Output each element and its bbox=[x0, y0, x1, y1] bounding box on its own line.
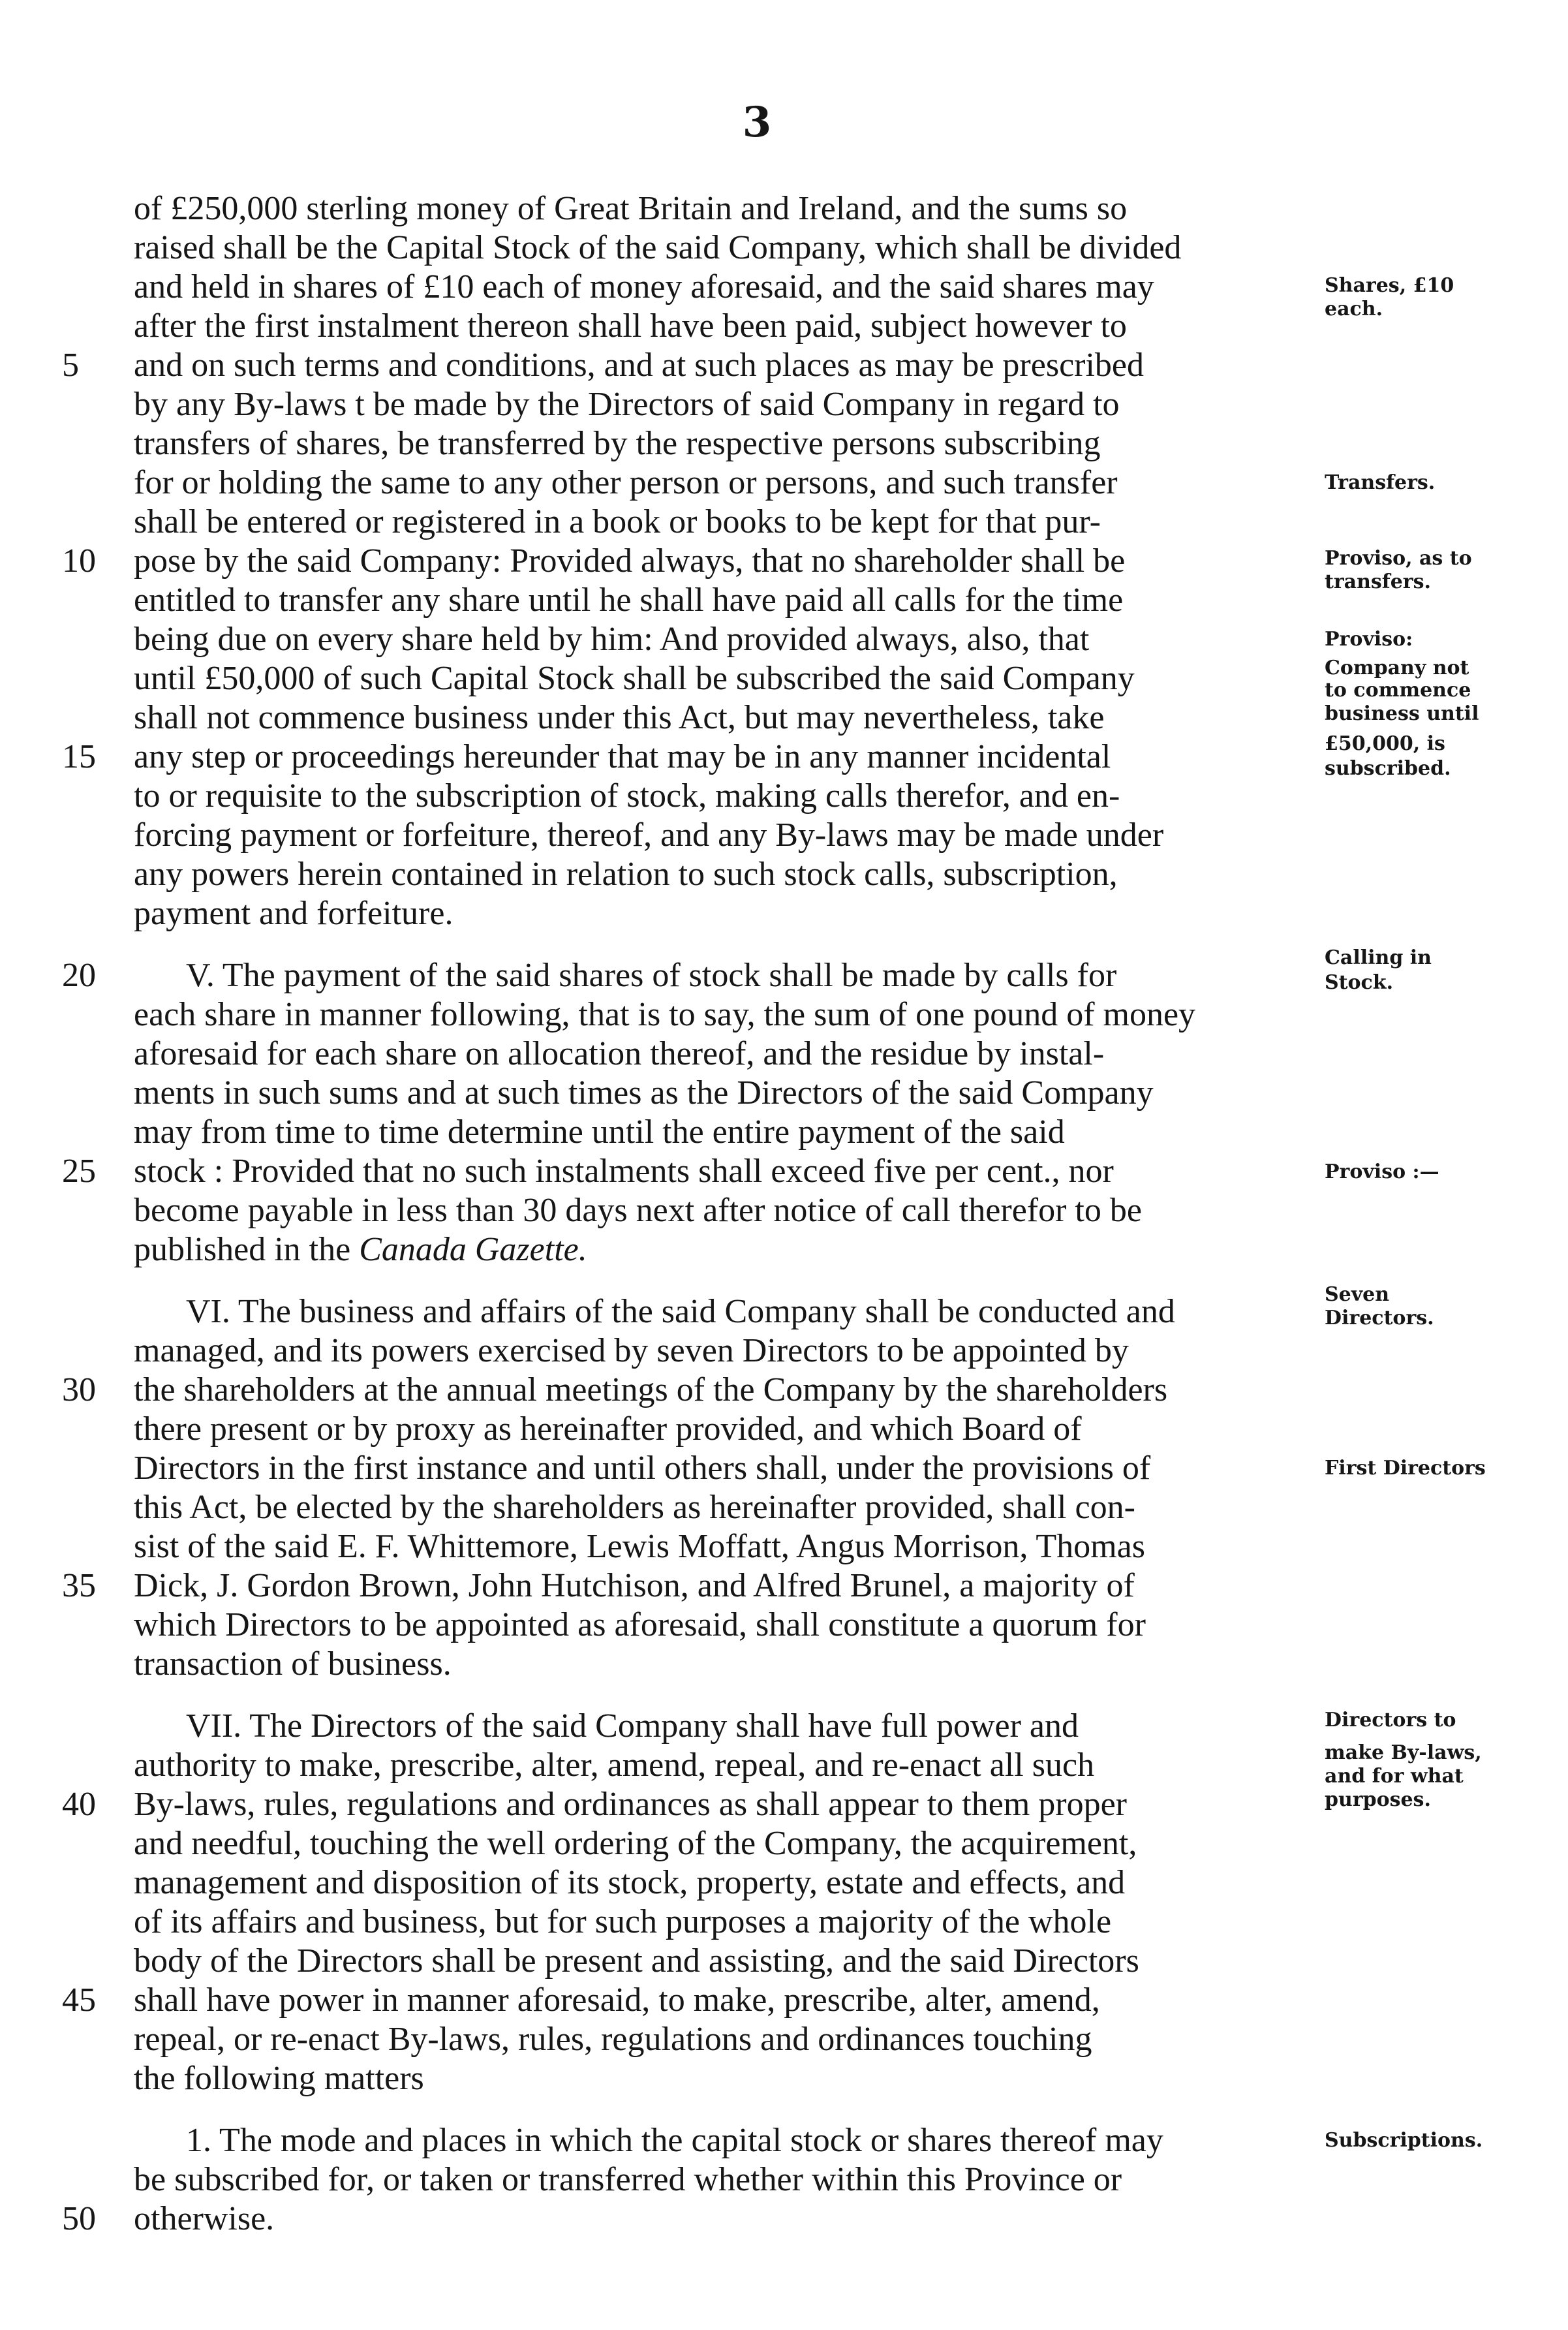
margin-note: Subscriptions. bbox=[1325, 2129, 1483, 2152]
margin-note: Proviso, as to bbox=[1325, 547, 1472, 570]
margin-note: each. bbox=[1325, 298, 1383, 320]
text-line: sist of the said E. F. Whittemore, Lewis Moffatt, Angus Morrison, Thomas bbox=[134, 1528, 1145, 1565]
text-line: for or holding the same to any other person or persons, and such transfer bbox=[134, 464, 1118, 501]
text-line bbox=[134, 1227, 1308, 1273]
line-number: 35 bbox=[62, 1567, 96, 1604]
text-line: payment and forfeiture. bbox=[134, 895, 453, 932]
text-line: Directors in the first instance and until others shall, under the provisions of bbox=[134, 1450, 1151, 1487]
text-line: the following matters bbox=[134, 2060, 424, 2097]
line-number: 5 bbox=[62, 347, 79, 384]
margin-note: and for what bbox=[1325, 1765, 1464, 1788]
text-line: authority to make, prescribe, alter, amend, repeal, and re-enact all such bbox=[134, 1747, 1095, 1784]
text-line: this Act, be elected by the shareholders as hereinafter provided, shall con- bbox=[134, 1489, 1135, 1526]
line-number: 10 bbox=[62, 542, 96, 580]
text-line: and held in shares of £10 each of money aforesaid, and the said shares may bbox=[134, 268, 1154, 305]
line-number: 45 bbox=[62, 1981, 96, 2019]
text-line: and on such terms and conditions, and at such places as may be prescribed bbox=[134, 347, 1144, 384]
text-line: may from time to time determine until the entire payment of the said bbox=[134, 1113, 1065, 1151]
text-line: of its affairs and business, but for such purposes a majority of the whole bbox=[134, 1903, 1112, 1940]
text-line: forcing payment or forfeiture, thereof, and any By-laws may be made under bbox=[134, 816, 1164, 854]
margin-note: Transfers. bbox=[1325, 471, 1436, 494]
margin-note: Proviso: bbox=[1325, 628, 1413, 651]
text-line: until £50,000 of such Capital Stock shall be subscribed the said Company bbox=[134, 660, 1135, 697]
text-line: VI. The business and affairs of the said Company shall be conducted and bbox=[186, 1293, 1175, 1330]
text-line: repeal, or re-enact By-laws, rules, regulations and ordinances touching bbox=[134, 2021, 1092, 2058]
text-line: which Directors to be appointed as aforesaid, shall constitute a quorum for bbox=[134, 1606, 1146, 1643]
margin-note: Proviso :— bbox=[1325, 1160, 1439, 1183]
text-line: of £250,000 sterling money of Great Britain and Ireland, and the sums so bbox=[134, 190, 1128, 227]
margin-note: Stock. bbox=[1325, 971, 1394, 994]
margin-note: Directors to bbox=[1325, 1709, 1456, 1732]
text-line: V. The payment of the said shares of stock shall be made by calls for bbox=[186, 957, 1117, 994]
margin-note: £50,000, is bbox=[1325, 732, 1445, 755]
margin-note: First Directors bbox=[1325, 1457, 1486, 1480]
margin-note: business until bbox=[1325, 702, 1479, 725]
text-line: any step or proceedings hereunder that may be in any manner incidental bbox=[134, 738, 1111, 775]
text-line: 1. The mode and places in which the capital stock or shares thereof may bbox=[186, 2122, 1163, 2159]
line-number: 40 bbox=[62, 1786, 96, 1823]
text-line: and needful, touching the well ordering of the Company, the acquirement, bbox=[134, 1825, 1137, 1862]
margin-note: Seven bbox=[1325, 1283, 1390, 1306]
text-line: pose by the said Company: Provided always, that no shareholder shall be bbox=[134, 542, 1126, 580]
margin-note: Company not bbox=[1325, 657, 1469, 679]
text-line: to or requisite to the subscription of stock, making calls therefor, and en- bbox=[134, 777, 1120, 815]
text-line: being due on every share held by him: And provided always, also, that bbox=[134, 621, 1090, 658]
line-number: 25 bbox=[62, 1153, 96, 1190]
text-line: otherwise. bbox=[134, 2200, 275, 2237]
text-line: aforesaid for each share on allocation thereof, and the residue by instal- bbox=[134, 1035, 1105, 1072]
margin-note: Directors. bbox=[1325, 1307, 1434, 1329]
text-line: shall be entered or registered in a book or books to be kept for that pur- bbox=[134, 503, 1101, 540]
margin-note: Shares, £10 bbox=[1325, 274, 1454, 297]
text-line: there present or by proxy as hereinafter provided, and which Board of bbox=[134, 1410, 1082, 1448]
text-line: be subscribed for, or taken or transferred whether within this Province or bbox=[134, 2161, 1122, 2198]
text-line: each share in manner following, that is to say, the sum of one pound of money bbox=[134, 996, 1196, 1033]
text-line: VII. The Directors of the said Company shall have full power and bbox=[186, 1707, 1079, 1745]
text-line: any powers herein contained in relation to such stock calls, subscription, bbox=[134, 856, 1118, 893]
text-line: after the first instalment thereon shall have been paid, subject however to bbox=[134, 307, 1127, 345]
text-line: transaction of business. bbox=[134, 1645, 452, 1683]
line-number: 20 bbox=[62, 957, 96, 994]
text-line: the shareholders at the annual meetings of the Company by the shareholders bbox=[134, 1371, 1168, 1408]
text-line: managed, and its powers exercised by seven Directors to be appointed by bbox=[134, 1332, 1129, 1369]
line-number: 15 bbox=[62, 738, 96, 775]
text-line: management and disposition of its stock, property, estate and effects, and bbox=[134, 1864, 1126, 1901]
margin-note: purposes. bbox=[1325, 1788, 1431, 1811]
gazette-title: Canada Gazette. bbox=[359, 1231, 587, 1268]
text-line: ments in such sums and at such times as the Directors of the said Company bbox=[134, 1074, 1154, 1111]
text-line: body of the Directors shall be present and assisting, and the said Directors bbox=[134, 1942, 1139, 1980]
text-line: transfers of shares, be transferred by the respective persons subscribing bbox=[134, 425, 1101, 462]
margin-note: to commence bbox=[1325, 679, 1471, 702]
page-number: 3 bbox=[742, 98, 772, 147]
text-line: by any By-laws t be made by the Directors of said Company in regard to bbox=[134, 386, 1120, 423]
text-line: entitled to transfer any share until he shall have paid all calls for the time bbox=[134, 582, 1124, 619]
text-line: shall not commence business under this Act, but may nevertheless, take bbox=[134, 699, 1105, 736]
margin-note: Calling in bbox=[1325, 946, 1432, 969]
margin-note: make By-laws, bbox=[1325, 1741, 1482, 1764]
text-line: shall have power in manner aforesaid, to make, prescribe, alter, amend, bbox=[134, 1981, 1100, 2019]
margin-note: subscribed. bbox=[1325, 757, 1451, 780]
line-number: 30 bbox=[62, 1371, 96, 1408]
text-line: stock : Provided that no such instalments shall exceed five per cent., nor bbox=[134, 1153, 1114, 1190]
line-number: 50 bbox=[62, 2200, 96, 2237]
margin-note: transfers. bbox=[1325, 570, 1431, 593]
text-line: raised shall be the Capital Stock of the said Company, which shall be divided bbox=[134, 229, 1182, 266]
text-line: By-laws, rules, regulations and ordinances as shall appear to them proper bbox=[134, 1786, 1127, 1823]
text-line: become payable in less than 30 days next after notice of call therefor to be bbox=[134, 1192, 1142, 1229]
text-line: Dick, J. Gordon Brown, John Hutchison, and Alfred Brunel, a majority of bbox=[134, 1567, 1135, 1604]
text-fragment: published in the bbox=[134, 1231, 360, 1268]
